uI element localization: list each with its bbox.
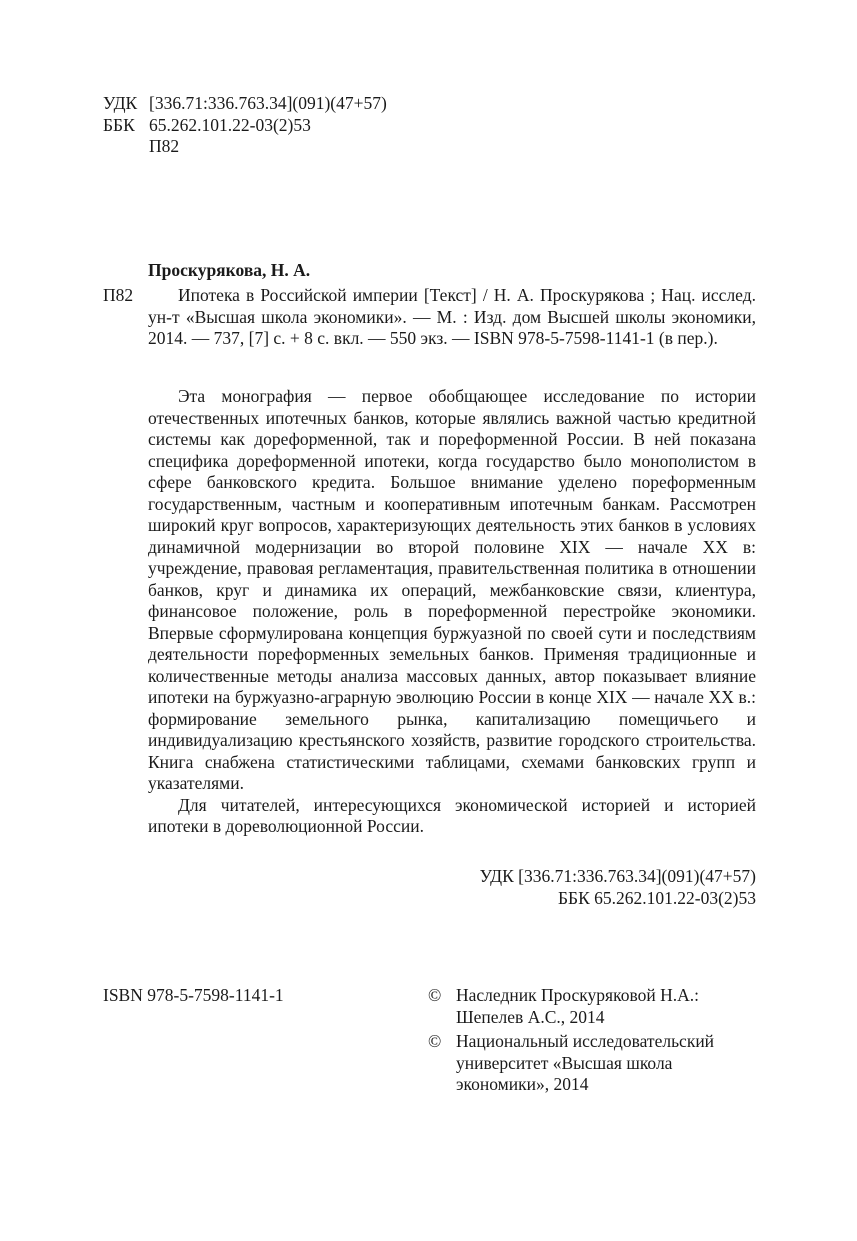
bbk-row: [103, 115, 387, 137]
udk-label: УДК: [103, 93, 138, 113]
copyright-icon: ©: [428, 1031, 442, 1051]
copyright-holder-line: Наследник Проскуряковой Н.А.:: [456, 985, 699, 1005]
bbk-value: 65.262.101.22-03(2)53: [149, 114, 311, 135]
copyright-item: [428, 1031, 768, 1096]
isbn: ISBN 978-5-7598-1141-1: [103, 985, 284, 1005]
udk-row: [103, 93, 387, 115]
record-author: Проскурякова, Н. А.: [148, 260, 311, 280]
classification-codes-right: [148, 866, 756, 909]
classification-block: [103, 93, 387, 158]
cutter-code: П82: [149, 136, 180, 156]
annotation-paragraph: Эта монография — первое обобщающее исследование по истории отечественных ипотечных банков, которые являлись важной частью кредитной системы как дореформенной, так и пореформенной России. В ней показана специфика дореформенной ипотеки, когда государство было монополистом в сфере банковского кредита. Большое внимание уделено пореформенным государственным, частным и кооперативным ипотечным банкам. Рассмотрен широкий круг вопросов, характеризующих деятельность этих банков в условиях динамичной модернизации во второй половине XIX — начале XX в: учреждение, правовая регламентация, правительственная политика в отношении банков, круг и динамика их операций, межбанковские связи, клиентура, финансовое положение, роль в пореформенной перестройке экономики. Впервые сформулирована концепция буржуазной по своей сути и последствиям деятельности пореформенных земельных банков. Применяя традиционные и количественные методы анализа массовых данных, автор показывает влияние ипотеки на буржуазно-аграрную эволюцию России в конце XIX — начале XX в.: формирование земельного рынка, капитализацию помещичьего и индивидуализацию крестьянского хозяйств, развитие городского строительства. Книга снабжена статистическими таблицами, схемами банковских групп и указателями.: [148, 386, 756, 793]
audience-paragraph: Для читателей, интересующихся экономической историей и историей ипотеки в дореволюционной России.: [148, 794, 756, 836]
record-description: Ипотека в Российской империи [Текст] / Н. А. Проскурякова ; Нац. исслед. ун-т «Высшая школа экономики». — М. : Изд. дом Высшей школы экономики, 2014. — 737, [7] с. + 8 с. вкл. — 550 экз. — ISBN 978-5-7598-1141-1 (в пер.).: [148, 285, 756, 348]
copyright-holder-line: Шепелев А.С., 2014: [456, 1006, 605, 1027]
bbk-label: ББК: [103, 114, 135, 135]
udk-value: [336.71:336.763.34](091)(47+57): [149, 93, 387, 113]
copyright-block: [428, 985, 768, 1099]
udk-code-right: УДК [336.71:336.763.34](091)(47+57): [479, 866, 756, 886]
cutter-row: [103, 136, 387, 158]
copyright-icon: ©: [428, 985, 442, 1005]
annotation: [148, 386, 756, 838]
record-cutter-code: П82: [103, 285, 134, 305]
copyright-item: [428, 985, 768, 1028]
copyright-holder-line: университет «Высшая школа: [456, 1052, 673, 1073]
bbk-code-right: ББК 65.262.101.22-03(2)53: [557, 887, 756, 908]
copyright-holder-line: экономики», 2014: [456, 1074, 589, 1094]
copyright-holder-line: Национальный исследовательский: [456, 1031, 715, 1051]
